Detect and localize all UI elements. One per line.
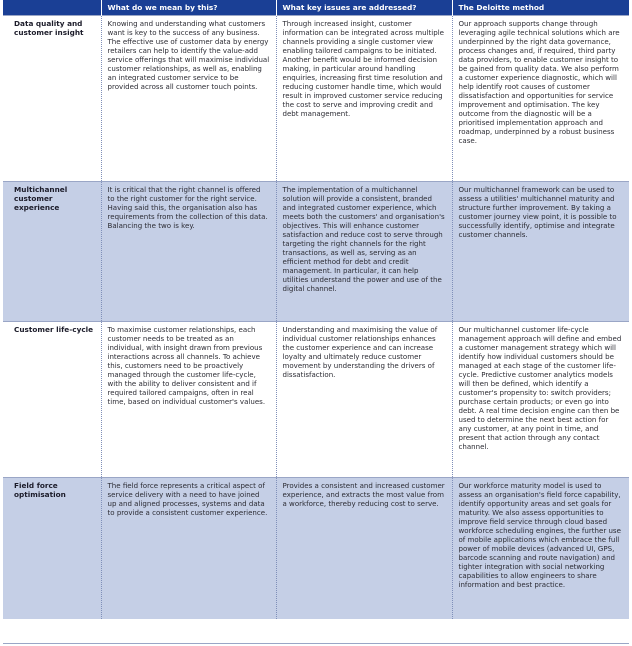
cell-meaning: To maximise customer relationships, each customer needs to be treated as an individual, with insight drawn from previous interactions across all channels. To achieve this, customers need to be proactively managed through the customer life-cycle, with the ability to deliver consistent and if required tailored campaigns, often in real time, based on individual customer's values. <box>101 322 276 478</box>
header-issues: What key issues are addressed? <box>276 0 452 16</box>
cell-issues: The implementation of a multichannel solution will provide a consistent, branded and integrated customer experience, which meets both the customers' and organisation's objectives. This will enhance customer satisfaction and reduce cost to serve through targeting the right channels for the right transactions, as well as, serving as an efficient method for debt and credit management. In particular, it can help utilities understand the power and use of the digital channel. <box>276 182 452 322</box>
header-method: The Deloitte method <box>452 0 629 16</box>
bottom-divider <box>3 643 629 644</box>
row-label: Multichannel customer experience <box>3 182 101 322</box>
row-label: Field force optimisation <box>3 478 101 620</box>
table-header <box>3 0 629 16</box>
table-row <box>3 478 629 620</box>
cell-method: Our multichannel customer life-cycle management approach will define and embed a customer management strategy which will identify how individual customers should be managed at each stage of the customer life-cycle. Predictive customer analytics models will then be defined, which identify a customer's propensity to: switch providers; purchase certain products; or even go into debt. A real time decision engine can then be used to determine the next best action for any customer, at any point in time, and present that action through any contact channel. <box>452 322 629 478</box>
cell-meaning: The field force represents a critical aspect of service delivery with a need to have joined up and aligned processes, systems and data to provide a consistent customer experience. <box>101 478 276 620</box>
header-meaning: What do we mean by this? <box>101 0 276 16</box>
header-blank <box>3 0 101 16</box>
cell-issues: Through increased insight, customer information can be integrated across multiple channels providing a single customer view enabling tailored campaigns to be initiated. Another benefit would be informed decision making, in particular around handling enquiries, increasing first time resolution and reducing customer handle time, which would result in improved customer service reducing the cost to serve and improving credit and debt management. <box>276 16 452 182</box>
cell-meaning: Knowing and understanding what customers want is key to the success of any business. The effective use of customer data by energy retailers can help to identify the value-add service offerings that will maximise individual customer relationships, as well as, enabling an integrated customer service to be provided across all customer touch points. <box>101 16 276 182</box>
table-row <box>3 322 629 478</box>
cell-method: Our approach supports change through leveraging agile technical solutions which are underpinned by the right data governance, process changes and, if required, third party data providers, to enable customer insight to be gained from quality data. We also perform a customer experience diagnostic, which will help identify root causes of customer dissatisfaction and opportunities for service improvement and optimisation. The key outcome from the diagnostic will be a prioritised implementation approach and roadmap, underpinned by a robust business case. <box>452 16 629 182</box>
cell-issues: Understanding and maximising the value of individual customer relationships enhances the customer experience and can increase loyalty and ultimately reduce customer movement by understanding the drivers of dissatisfaction. <box>276 322 452 478</box>
cell-method: Our multichannel framework can be used to assess a utilities' multichannel maturity and structure further improvement. By taking a customer journey view point, it is possible to successfully identify, optimise and integrate customer channels. <box>452 182 629 322</box>
cell-meaning: It is critical that the right channel is offered to the right customer for the right service. Having said this, the organisation also has requirements from the collection of this data. Balancing the two is key. <box>101 182 276 322</box>
row-label: Data quality and customer insight <box>3 16 101 182</box>
cell-method: Our workforce maturity model is used to assess an organisation's field force capability, identify opportunity areas and set goals for maturity. We also assess opportunities to improve field service through cloud based workforce scheduling engines, the further use of mobile applications which embrace the full power of mobile devices (advanced UI, GPS, barcode scanning and route navigation) and tighter integration with social networking capabilities to allow engineers to share information and best practice. <box>452 478 629 620</box>
table-row <box>3 16 629 182</box>
row-label: Customer life-cycle <box>3 322 101 478</box>
deloitte-method-table <box>3 0 630 619</box>
cell-issues: Provides a consistent and increased customer experience, and extracts the most value from a workforce, thereby reducing cost to serve. <box>276 478 452 620</box>
table-row <box>3 182 629 322</box>
